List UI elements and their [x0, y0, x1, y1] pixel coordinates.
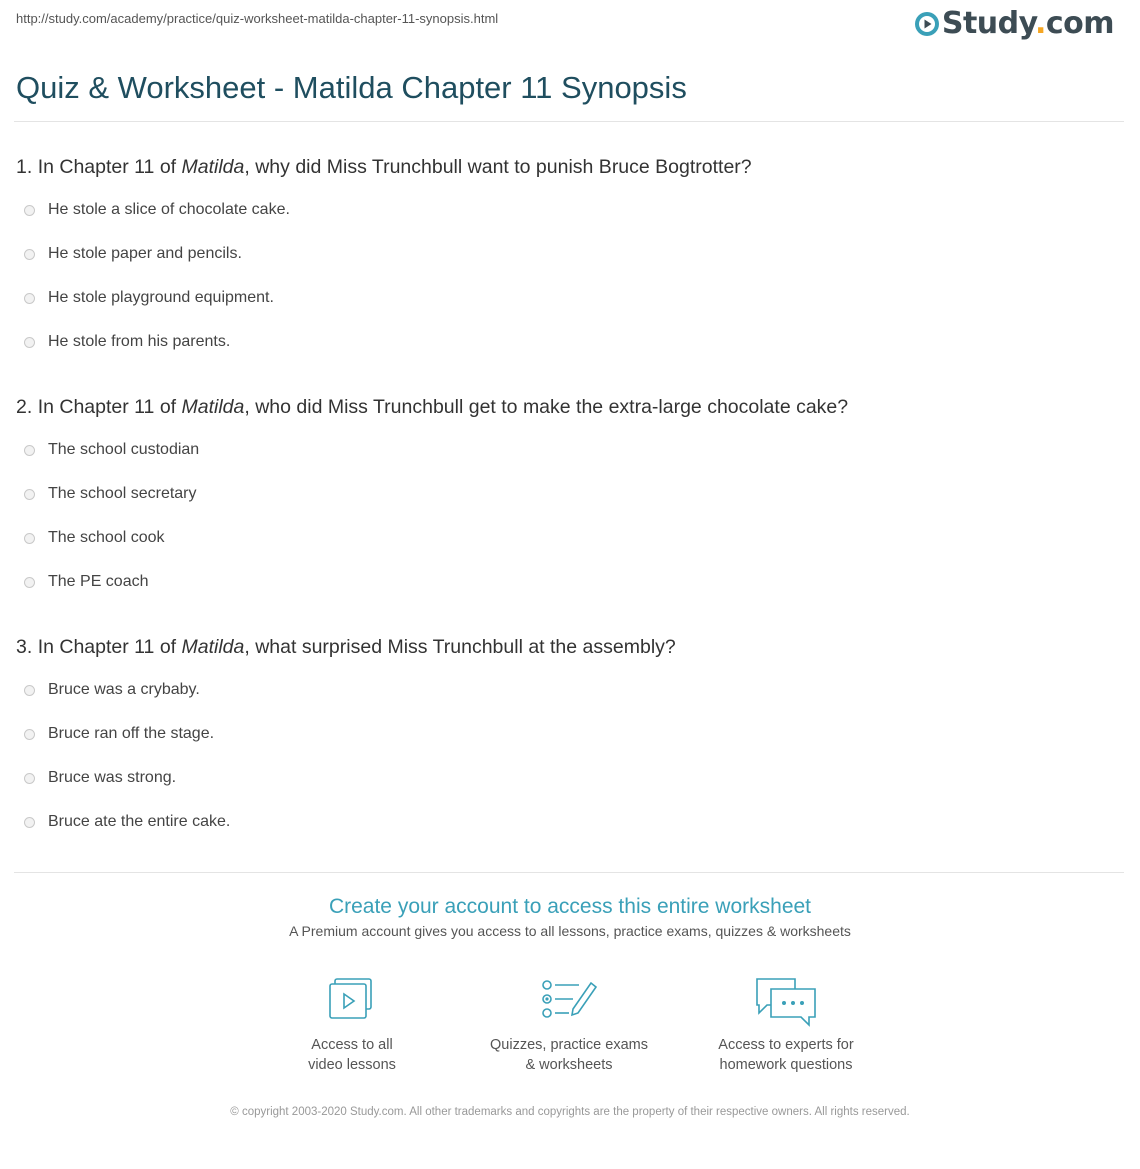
radio-button[interactable]	[24, 577, 35, 588]
radio-button[interactable]	[24, 489, 35, 500]
question-2	[16, 395, 848, 604]
answer-option[interactable]: He stole a slice of chocolate cake.	[16, 188, 752, 232]
feature-experts: Access to experts for homework questions	[686, 975, 886, 1075]
answer-option[interactable]: Bruce was strong.	[16, 756, 676, 800]
radio-button[interactable]	[24, 293, 35, 304]
play-logo-icon	[914, 11, 940, 37]
radio-button[interactable]	[24, 445, 35, 456]
answer-option[interactable]: The school custodian	[16, 428, 848, 472]
video-lessons-icon	[322, 975, 382, 1025]
radio-button[interactable]	[24, 205, 35, 216]
radio-button[interactable]	[24, 249, 35, 260]
answer-option[interactable]: The PE coach	[16, 560, 848, 604]
answer-list	[16, 668, 676, 844]
question-title: 3. In Chapter 11 of Matilda, what surprised Miss Trunchbull at the assembly?	[16, 636, 676, 658]
quiz-checklist-icon	[539, 975, 599, 1025]
page-url: http://study.com/academy/practice/quiz-worksheet-matilda-chapter-11-synopsis.html	[16, 11, 499, 26]
copyright-text: © copyright 2003-2020 Study.com. All other trademarks and copyrights are the property of their respective owners. All rights reserved.	[230, 1106, 910, 1118]
signup-cta	[0, 895, 1140, 939]
divider	[14, 121, 1124, 122]
radio-button[interactable]	[24, 773, 35, 784]
radio-button[interactable]	[24, 729, 35, 740]
page-title: Quiz & Worksheet - Matilda Chapter 11 Synopsis	[16, 70, 687, 105]
radio-button[interactable]	[24, 685, 35, 696]
radio-button[interactable]	[24, 817, 35, 828]
feature-video-lessons: Access to all video lessons	[252, 975, 452, 1075]
divider	[14, 872, 1124, 873]
answer-option[interactable]: Bruce ate the entire cake.	[16, 800, 676, 844]
logo-text: Study.com	[941, 6, 1114, 41]
chat-bubbles-icon	[753, 975, 819, 1029]
question-1	[16, 155, 752, 364]
radio-button[interactable]	[24, 337, 35, 348]
question-3	[16, 635, 676, 844]
answer-option[interactable]: He stole from his parents.	[16, 320, 752, 364]
answer-option[interactable]: The school cook	[16, 516, 848, 560]
study-logo[interactable]	[914, 6, 1114, 41]
cta-link[interactable]: Create your account to access this entire worksheet	[328, 895, 812, 918]
answer-option[interactable]: Bruce ran off the stage.	[16, 712, 676, 756]
answer-option[interactable]: He stole playground equipment.	[16, 276, 752, 320]
answer-option[interactable]: He stole paper and pencils.	[16, 232, 752, 276]
feature-quizzes: Quizzes, practice exams & worksheets	[469, 975, 669, 1075]
cta-subtitle: A Premium account gives you access to all lessons, practice exams, quizzes & worksheets	[289, 923, 851, 939]
question-title: 2. In Chapter 11 of Matilda, who did Miss Trunchbull get to make the extra-large chocolate cake?	[16, 396, 849, 418]
radio-button[interactable]	[24, 533, 35, 544]
answer-list	[16, 428, 848, 604]
answer-option[interactable]: Bruce was a crybaby.	[16, 668, 676, 712]
question-title: 1. In Chapter 11 of Matilda, why did Miss Trunchbull want to punish Bruce Bogtrotter?	[16, 156, 752, 178]
answer-option[interactable]: The school secretary	[16, 472, 848, 516]
answer-list	[16, 188, 752, 364]
